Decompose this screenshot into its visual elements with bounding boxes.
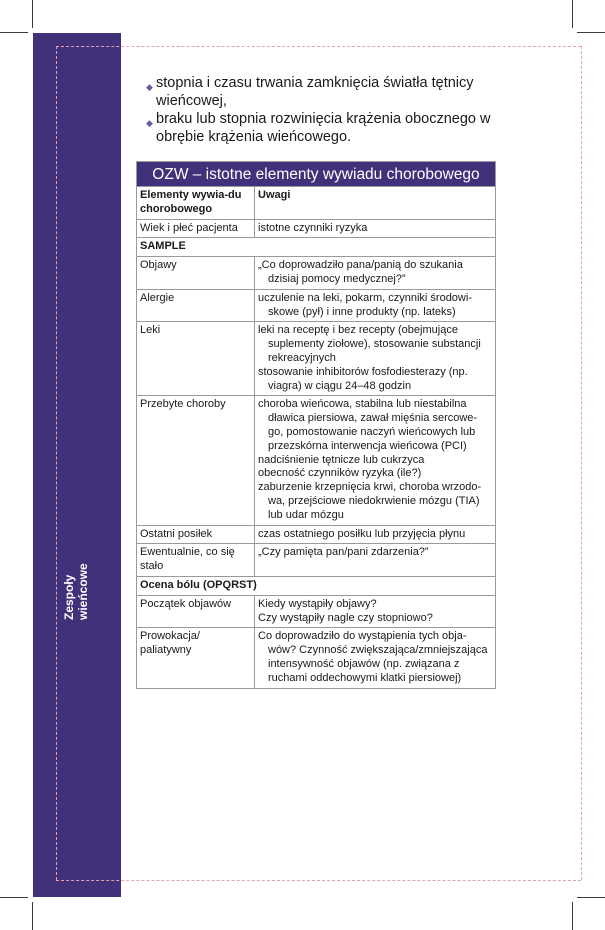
- table-row: [137, 289, 496, 322]
- table-row: [137, 322, 496, 396]
- table-section-row: [137, 238, 496, 257]
- table-row: [137, 595, 496, 628]
- row-notes: [255, 219, 496, 238]
- crop-mark: [0, 897, 28, 898]
- row-notes: [255, 525, 496, 544]
- bullet-list: [146, 74, 536, 146]
- bullet-item: [146, 110, 536, 146]
- header-cell-notes: Uwagi: [255, 187, 496, 220]
- note-line: Co doprowadziło do wystąpienia tych obja-wów? Czynność zwiększająca/zmniejszająca intensywność objawów (np. związana z ruchami oddechowymi klatki piersiowej): [258, 630, 488, 684]
- crop-mark: [572, 902, 573, 930]
- diamond-bullet-icon: ◆: [146, 82, 153, 92]
- table-header-row: [137, 187, 496, 220]
- note-line: stosowanie inhibitorów fosfodiesterazy (np. viagra) w ciągu 24–48 godzin: [258, 365, 468, 392]
- guide-line: [56, 46, 57, 880]
- row-notes: [255, 628, 496, 688]
- table-title-row: [137, 162, 496, 187]
- row-key: Ewentualnie, co się stało: [137, 544, 255, 577]
- note-line: „Co doprowadziło pana/panią do szukania dzisiaj pomocy medycznej?”: [258, 259, 463, 285]
- bullet-item: [146, 74, 536, 110]
- table-row: [137, 544, 496, 577]
- row-notes: [255, 595, 496, 628]
- note-line: „Czy pamięta pan/pani zdarzenia?”: [258, 546, 429, 559]
- guide-line: [56, 46, 581, 47]
- note-line: czas ostatniego posiłku lub przyjęcia płynu: [258, 527, 466, 540]
- row-key: Wiek i płeć pacjenta: [137, 219, 255, 238]
- guide-line: [581, 46, 582, 880]
- bullet-text: braku lub stopnia rozwinięcia krążenia obocznego w obrębie krążenia wieńcowego.: [156, 111, 491, 145]
- row-notes: [255, 289, 496, 322]
- note-line: uczulenie na leki, pokarm, czynniki środowi-skowe (pył) i inne produkty (np. lateks): [258, 291, 472, 318]
- section-label: SAMPLE: [137, 238, 496, 257]
- row-key: Alergie: [137, 289, 255, 322]
- row-notes: [255, 257, 496, 290]
- table-section-row: [137, 576, 496, 595]
- row-key: Leki: [137, 322, 255, 396]
- row-key: Prowokacja/ paliatywny: [137, 628, 255, 688]
- note-line: choroba wieńcowa, stabilna lub niestabilna dławica piersiowa, zawał mięśnia sercowe-go, pomostowanie naczyń wieńcowych lub przezskórna interwencja wieńcowa (PCI): [258, 398, 478, 452]
- chapter-label: Zespoły wieńcowe: [62, 563, 90, 620]
- note-line: Czy wystąpiły nagle czy stopniowo?: [258, 611, 433, 624]
- crop-mark: [572, 0, 573, 28]
- table-row: [137, 396, 496, 525]
- crop-mark: [577, 897, 605, 898]
- table-row: [137, 628, 496, 688]
- header-cell-element: Elementy wywia-du chorobowego: [137, 187, 255, 220]
- row-key: Objawy: [137, 257, 255, 290]
- row-notes: [255, 322, 496, 396]
- bullet-text: stopnia i czasu trwania zamknięcia światła tętnicy wieńcowej,: [156, 75, 474, 109]
- note-line: obecność czynników ryzyka (ile?): [258, 467, 422, 480]
- note-line: nadciśnienie tętnicze lub cukrzyca: [258, 453, 425, 466]
- section-label: Ocena bólu (OPQRST): [137, 576, 496, 595]
- row-key: Ostatni posiłek: [137, 525, 255, 544]
- chapter-sidebar: [33, 33, 121, 897]
- guide-line: [56, 880, 581, 881]
- row-notes: [255, 544, 496, 577]
- crop-mark: [577, 32, 605, 33]
- ozw-history-table: [136, 161, 496, 689]
- page-number: 126: [124, 842, 146, 857]
- note-line: istotne czynniki ryzyka: [258, 221, 368, 234]
- note-line: zaburzenie krzepnięcia krwi, choroba wrzodo-wa, przejściowe niedokrwienie mózgu (TIA) lub udar mózgu: [258, 481, 482, 521]
- table-row: [137, 257, 496, 290]
- crop-mark: [32, 0, 33, 28]
- table-title: OZW – istotne elementy wywiadu chorobowego: [137, 162, 496, 187]
- row-notes: [255, 396, 496, 525]
- crop-mark: [32, 902, 33, 930]
- row-key: Początek objawów: [137, 595, 255, 628]
- row-key: Przebyte choroby: [137, 396, 255, 525]
- table-row: [137, 219, 496, 238]
- table-row: [137, 525, 496, 544]
- note-line: leki na receptę i bez recepty (obejmujące suplementy ziołowe), stosowanie substancji rekreacyjnych: [258, 324, 481, 364]
- diamond-bullet-icon: ◆: [146, 118, 153, 128]
- note-line: Kiedy wystąpiły objawy?: [258, 597, 377, 610]
- crop-mark: [0, 32, 28, 33]
